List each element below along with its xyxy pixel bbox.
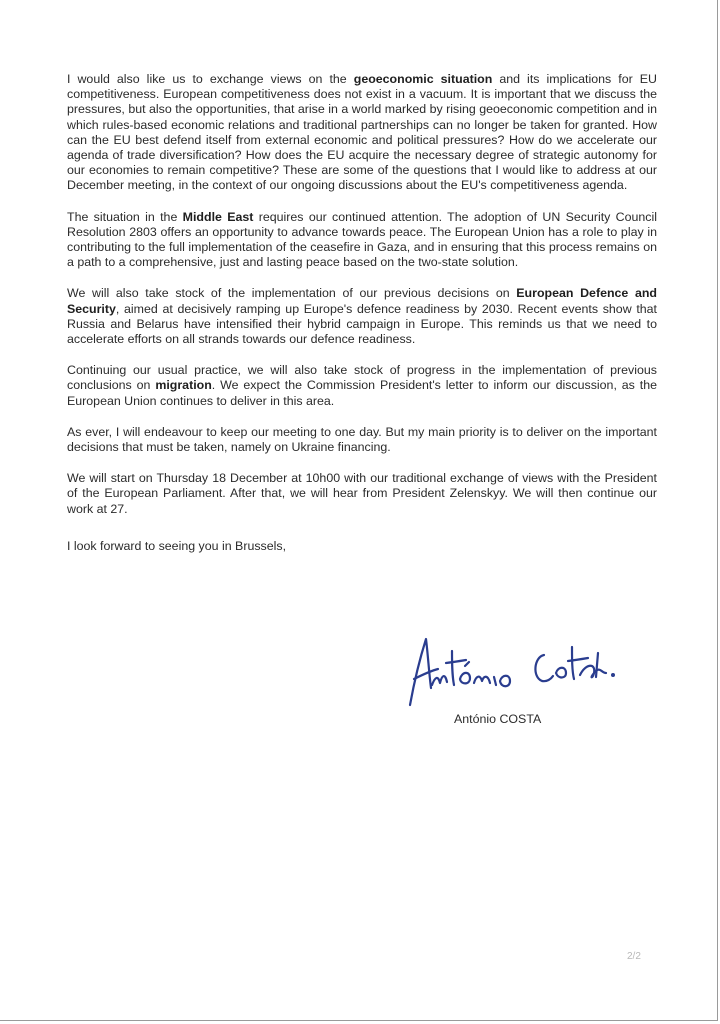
page-edge-right bbox=[717, 0, 718, 1020]
signer-name: António COSTA bbox=[454, 712, 542, 726]
page-number: 2/2 bbox=[627, 951, 641, 962]
paragraph-defence: We will also take stock of the implementation of our previous decisions on European Defence and Security, aimed at decisively ramping up Europe's defence readiness by 2030. Recent events show that Russia and Belarus have intensified their hybrid campaign in Europe. This reminds us that we need to accelerate efforts on all strands towards our defence readiness. bbox=[67, 286, 657, 347]
closing-line: I look forward to seeing you in Brussels, bbox=[67, 538, 287, 553]
paragraph-middle-east: The situation in the Middle East requires our continued attention. The adoption of UN Security Council Resolution 2803 offers an opportunity to advance towards peace. The European Union has a role to play in contributing to the full implementation of the ceasefire in Gaza, and in ensuring that this process remains on a path to a comprehensive, just and lasting peace based on the two-state solution. bbox=[67, 209, 658, 270]
topic-defence-security: European Defence and Security bbox=[67, 286, 657, 316]
topic-migration: migration bbox=[155, 378, 212, 393]
paragraph-schedule: We will start on Thursday 18 December at 10h00 with our traditional exchange of views with the President of the European Parliament. After that, we will hear from President Zelenskyy. We will then continue our work at 27. bbox=[67, 471, 657, 516]
paragraph-one-day: As ever, I will endeavour to keep our meeting to one day. But my main priority is to deliver on the important decisions that must be taken, namely on Ukraine financing. bbox=[67, 424, 657, 455]
letter-body bbox=[67, 72, 657, 570]
topic-middle-east: Middle East bbox=[182, 209, 254, 224]
paragraph-geoeconomic: I would also like us to exchange views on the geoeconomic situation and its implications for EU competitiveness. European competitiveness does not exist in a vacuum. It is important that we discuss the pressures, but also the opportunities, that arise in a world marked by rising geoeconomic competition and in which rules-based economic relations and traditional partnerships can no longer be taken for granted. How can the EU best defend itself from external economic and political pressures? How do we accelerate our agenda of trade diversification? How does the EU acquire the necessary degree of strategic autonomy for our economies to remain competitive? These are some of the questions that I would like to address at our December meeting, in the context of our ongoing discussions about the EU's competitiveness agenda. bbox=[67, 72, 657, 193]
handwritten-signature bbox=[402, 633, 622, 713]
paragraph-migration: Continuing our usual practice, we will also take stock of progress in the implementation of previous conclusions on migration. We expect the Commission President's letter to inform our discussion, as the European Union continues to deliver in this area. bbox=[67, 363, 657, 408]
page-edge-bottom bbox=[0, 1020, 718, 1021]
topic-geoeconomic-situation: geoeconomic situation bbox=[353, 72, 493, 86]
